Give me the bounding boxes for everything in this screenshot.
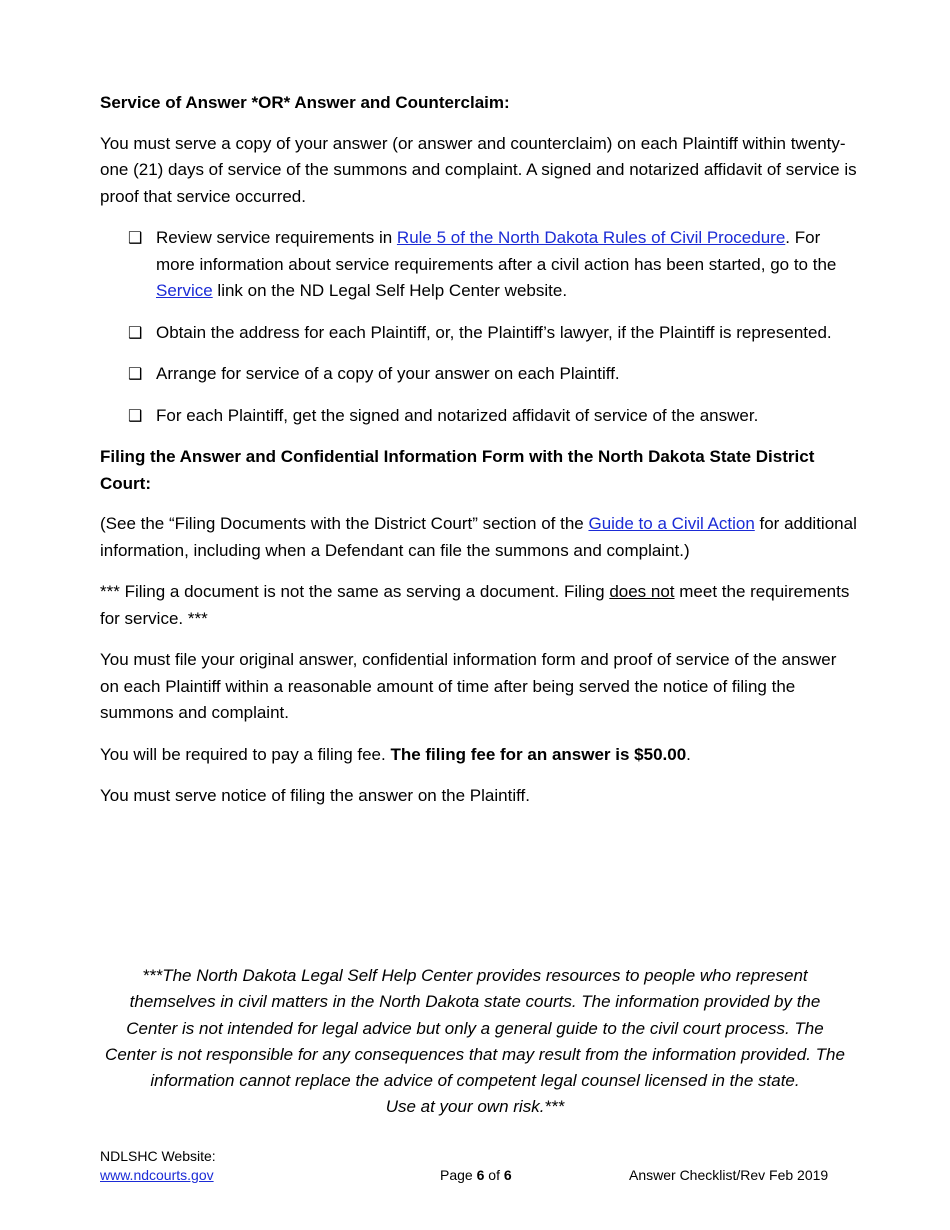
must-file-paragraph: You must file your original answer, confidential information form and proof of service of the answer on each Plaintiff within a reasonable amount of time after being served the notice of filing the summons and complaint.: [100, 650, 837, 722]
filing-heading: Filing the Answer and Confidential Information Form with the North Dakota State District Court:: [100, 447, 815, 493]
disclaimer-line: Use at your own risk.***: [385, 1097, 565, 1117]
checklist-item: [100, 320, 860, 347]
see-guide-paragraph: [100, 511, 860, 564]
page-current: 6: [476, 1167, 485, 1183]
service-link[interactable]: Service: [156, 281, 213, 300]
paragraph-text: meet the requirements for service. ***: [100, 582, 850, 628]
checklist-text: link on the ND Legal Self Help Center website.: [212, 281, 568, 300]
disclaimer-line: Center is not intended for legal advice but only a general guide to the civil court process. The: [126, 1018, 824, 1038]
checklist-text: Review service requirements in: [156, 228, 397, 247]
paragraph-text: for additional information, including when a Defendant can file the summons and complaint.): [100, 514, 857, 560]
checkbox-icon: ❑: [128, 228, 143, 247]
disclaimer-line: Center is not responsible for any consequences that may result from the information provided. The: [105, 1044, 845, 1064]
page-word: Page: [440, 1167, 477, 1183]
emphasis-text: does not: [609, 582, 675, 601]
paragraph-text: You will be required to pay a filing fee.: [100, 744, 391, 764]
service-checklist: [100, 225, 860, 429]
rule-5-link[interactable]: Rule 5 of the North Dakota Rules of Civil Procedure: [396, 228, 786, 247]
checklist-text: Arrange for service of a copy of your answer on each Plaintiff.: [156, 364, 620, 383]
website-label: NDLSHC Website:: [100, 1148, 216, 1164]
filing-warning: [100, 579, 860, 632]
document-revision: Answer Checklist/Rev Feb 2019: [629, 1167, 829, 1183]
disclaimer: [100, 963, 850, 1121]
page-number: [440, 1166, 512, 1185]
footer-website: [100, 1147, 216, 1185]
fee-amount-text: The filing fee for an answer is $50.00: [390, 744, 687, 764]
filing-fee-paragraph: [100, 742, 860, 769]
checklist-text: For each Plaintiff, get the signed and notarized affidavit of service of the answer.: [156, 405, 759, 425]
page-of: of: [484, 1167, 504, 1183]
checklist-item: [100, 403, 860, 430]
website-link[interactable]: www.ndcourts.gov: [100, 1167, 214, 1183]
disclaimer-line: themselves in civil matters in the North Dakota state courts. The information provided by the: [129, 992, 821, 1012]
paragraph-text: *** Filing a document is not the same as serving a document. Filing: [100, 582, 610, 601]
checklist-text: . For more information about service requirements after a civil action has been started, go to the: [156, 228, 837, 274]
guide-to-civil-action-link[interactable]: Guide to a Civil Action: [588, 514, 755, 533]
service-heading: Service of Answer *OR* Answer and Counterclaim:: [100, 93, 510, 112]
checklist-item: [100, 225, 860, 305]
checklist-item: [100, 361, 860, 388]
checkbox-icon: ❑: [128, 322, 143, 342]
checkbox-icon: ❑: [128, 405, 143, 425]
paragraph-text: .: [686, 744, 691, 764]
paragraph-text: (See the “Filing Documents with the District Court” section of the: [100, 514, 589, 533]
notice-paragraph: You must serve notice of filing the answer on the Plaintiff.: [100, 786, 530, 805]
checkbox-icon: ❑: [128, 364, 143, 383]
disclaimer-line: information cannot replace the advice of competent legal counsel licensed in the state.: [150, 1071, 800, 1091]
disclaimer-line: ***The North Dakota Legal Self Help Center provides resources to people who represent: [142, 966, 808, 985]
document-body: [100, 90, 860, 825]
checklist-text: Obtain the address for each Plaintiff, or, the Plaintiff’s lawyer, if the Plaintiff is represented.: [156, 322, 832, 342]
page-total: 6: [503, 1167, 512, 1183]
service-intro: You must serve a copy of your answer (or answer and counterclaim) on each Plaintiff within twenty-one (21) days of service of the summons and complaint. A signed and notarized affidavit of service is proof that service occurred.: [100, 133, 857, 206]
